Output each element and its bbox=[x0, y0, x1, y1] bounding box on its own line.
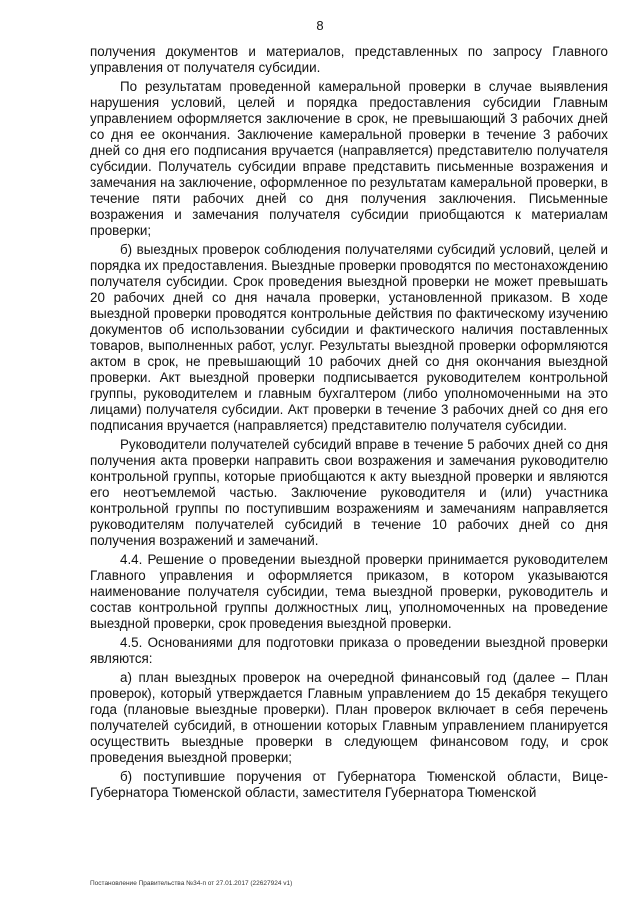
paragraph-clause-4-4: 4.4. Решение о проведении выездной проверки принимается руководителем Главного управления и оформляется приказом, в котором указываются наименование получателя субсидии, тема выездной проверки, руководитель и состав контрольной группы должностных лиц, уполномоченных на проведение выездной проверки, срок проведения выездной проверки. bbox=[90, 552, 608, 631]
paragraph-continuation: получения документов и материалов, представленных по запросу Главного управления от получателя субсидии. bbox=[90, 44, 608, 75]
paragraph-item-a: а) план выездных проверок на очередной финансовый год (далее – План проверок), который утверждается Главным управлением до 15 декабря текущего года (плановые выездные проверки). План проверок включает в себя перечень получателей субсидий, в отношении которых Главным управлением планируется осуществить выездные проверки в следующем финансовом году, и срок проведения выездной проверки; bbox=[90, 670, 608, 765]
paragraph-field-inspections: б) выездных проверок соблюдения получателями субсидий условий, целей и порядка их предоставления. Выездные проверки проводятся по местонахождению получателя субсидии. Срок проведения выездной проверки не может превышать 20 рабочих дней со дня начала проверки, установленной приказом. В ходе выездной проверки проводятся контрольные действия по фактическому изучению документов об использовании субсидии и фактического наличия поставленных товаров, выполненных работ, услуг. Результаты выездной проверки оформляются актом в срок, не превышающий 10 рабочих дней со дня окончания выездной проверки. Акт выездной проверки подписывается руководителем контрольной группы, руководителем и главным бухгалтером (либо уполномоченными на это лицами) получателя субсидии. Акт проверки в течение 3 рабочих дней со дня его подписания вручается (направляется) представителю получателя субсидии. bbox=[90, 242, 608, 433]
page-number: 8 bbox=[316, 18, 324, 33]
paragraph-objections: Руководители получателей субсидий вправе в течение 5 рабочих дней со дня получения акта проверки направить свои возражения и замечания руководителю контрольной группы, которые приобщаются к акту выездной проверки и являются его неотъемлемой частью. Заключение руководителя и (или) участника контрольной группы по поступившим возражениям и замечаниям направляется руководителям получателей субсидий в течение 10 рабочих дней со дня получения возражений и замечаний. bbox=[90, 437, 608, 548]
paragraph-item-b: б) поступившие поручения от Губернатора Тюменской области, Вице-Губернатора Тюменской области, заместителя Губернатора Тюменской bbox=[90, 769, 608, 800]
paragraph-clause-4-5: 4.5. Основаниями для подготовки приказа о проведении выездной проверки являются: bbox=[90, 635, 608, 666]
document-footer: Постановление Правительства №34-п от 27.01.2017 (22627924 v1) bbox=[90, 880, 293, 887]
paragraph-cameral-check-results: По результатам проведенной камеральной проверки в случае выявления нарушения условий, целей и порядка предоставления субсидии Главным управлением оформляется заключение в срок, не превышающий 3 рабочих дней со дня ее окончания. Заключение камеральной проверки в течение 3 рабочих дней со дня его подписания вручается (направляется) представителю получателя субсидии. Получатель субсидии вправе представить письменные возражения и замечания на заключение, оформленное по результатам камеральной проверки, в течение пяти рабочих дней со дня получения заключения. Письменные возражения и замечания получателя субсидии приобщаются к материалам проверки; bbox=[90, 79, 608, 238]
document-body bbox=[90, 44, 608, 804]
